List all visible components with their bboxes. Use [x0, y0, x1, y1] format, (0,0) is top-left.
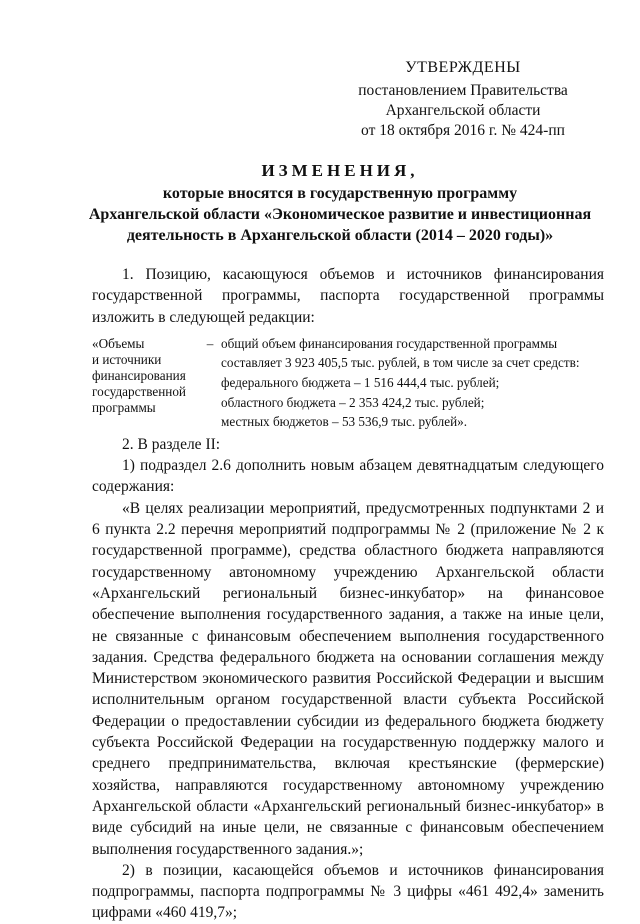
- title-line: которые вносятся в государственную программу: [162, 185, 518, 202]
- table-value-line: местных бюджетов – 53 536,9 тыс. рублей».: [221, 414, 468, 430]
- paragraph-item-1: 1. Позицию, касающуюся объемов и источников финансирования государственной программы, паспорта государственной программы изложить в следующей редакции:: [92, 266, 604, 326]
- approval-line: Архангельской области: [385, 102, 541, 119]
- paragraph-item-2-2: 2) в позиции, касающейся объемов и источников финансирования подпрограммы, паспорта подпрограммы № 3 цифры «461 492,4» заменить цифрами «460 419,7»;: [92, 861, 604, 922]
- document-body: [92, 264, 604, 924]
- paragraph-quote: «В целях реализации мероприятий, предусмотренных подпунктами 2 и 6 пункта 2.2 перечня мероприятий подпрограммы № 2 (приложение № 2 к государственной программе), средства областного бюджета направляются государственному автономному учреждению Архангельской области «Архангельский региональный бизнес-инкубатор» на финансовое обеспечение выполнения государственного задания, а также на иные цели, не связанные с финансовым обеспечением выполнения государственного задания. Средства федерального бюджета на основании соглашения между Министерством экономического развития Российской Федерации и высшим исполнительным органом государственной власти субъекта Российской Федерации о предоставлении субсидии из федерального бюджета бюджету субъекта Российской Федерации на государственную поддержку малого и среднего предпринимательства, включая крестьянские (фермерские) хозяйства, направляются государственному автономному учреждению Архангельской области «Архангельский региональный бизнес-инкубатор» в виде субсидий на иные цели, не связанные с финансовым обеспечением выполнения государственного задания.»;: [92, 499, 604, 858]
- funding-table-label: [92, 334, 199, 432]
- document-title: [75, 160, 605, 246]
- table-value-line: областного бюджета – 2 353 424,2 тыс. рублей;: [221, 394, 485, 410]
- table-value-line: составляет 3 923 405,5 тыс. рублей, в том числе за счет средств:: [221, 355, 580, 371]
- table-value-line: федерального бюджета – 1 516 444,4 тыс. рублей;: [221, 375, 500, 391]
- approval-line: постановлением Правительства: [358, 82, 568, 99]
- title-line: Архангельской области «Экономическое развитие и инвестиционная: [88, 206, 592, 223]
- paragraph-item-2-1: 1) подраздел 2.6 дополнить новым абзацем девятнадцатым следующего содержания:: [92, 457, 604, 496]
- funding-table: [92, 334, 604, 432]
- approval-heading: УТВЕРЖДЕНЫ: [405, 59, 521, 76]
- table-label-line: программы: [92, 399, 156, 415]
- table-dash: –: [206, 335, 214, 351]
- table-label-line: государственной: [92, 383, 186, 399]
- title-line: деятельность в Архангельской области (2014 – 2020 годы)»: [126, 227, 554, 244]
- approval-date: от 18 октября 2016 г. № 424-пп: [361, 122, 565, 139]
- table-label-line: и источники: [92, 351, 162, 367]
- table-value-line: общий объем финансирования государственной программы: [221, 335, 558, 351]
- approval-block: [333, 58, 593, 141]
- paragraph-item-2: 2. В разделе II:: [122, 435, 221, 453]
- funding-table-values: [221, 334, 604, 432]
- title-heading: ИЗМЕНЕНИЯ,: [261, 161, 419, 180]
- table-label-line: «Объемы: [92, 335, 145, 351]
- table-label-line: финансирования: [92, 367, 186, 383]
